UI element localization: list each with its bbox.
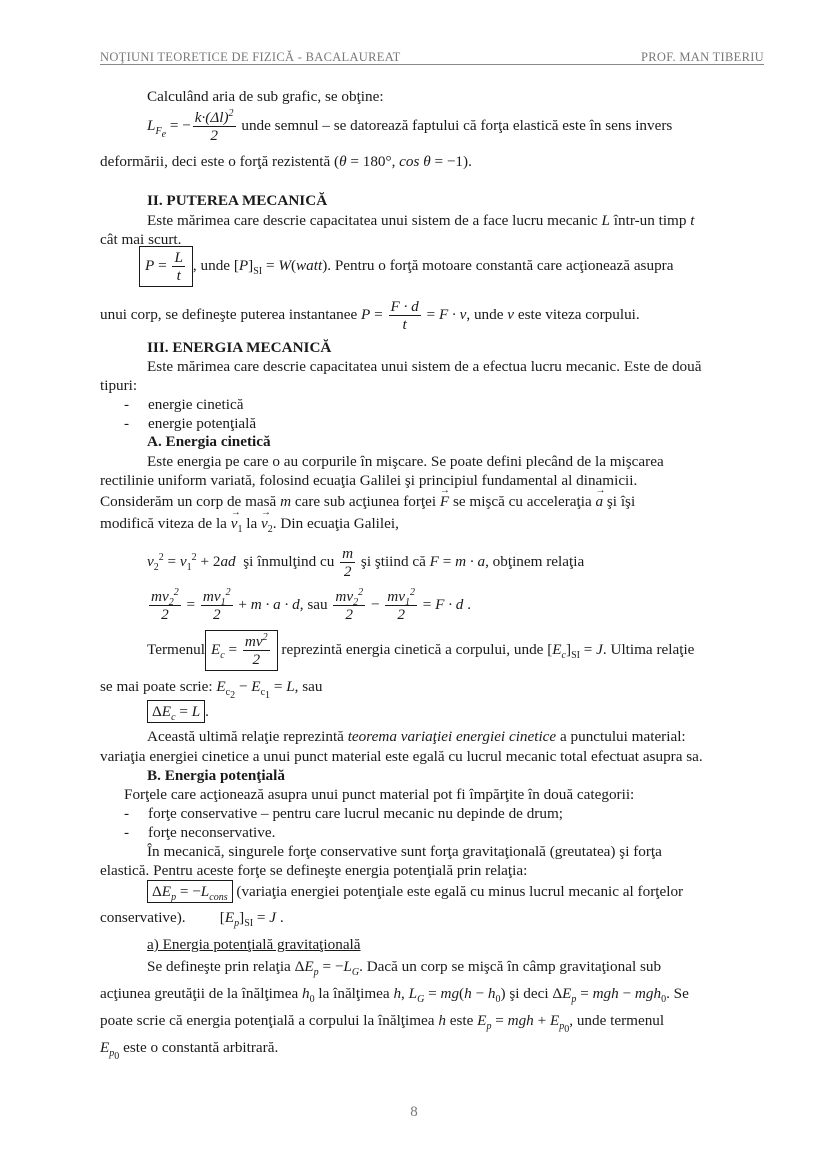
kinetic-line4: modifică viteza de la → $v_1$ la → $v_2$. Din ecuaţia Galilei,: [100, 514, 399, 533]
elastic-work-note: deformării, deci este o forţă rezistentă (θ = 180°, cos θ = −1).: [100, 153, 472, 170]
header-title: NOŢIUNI TEORETICE DE FIZICĂ - BACALAUREAT: [100, 50, 401, 64]
energy-definition-cont: tipuri:: [100, 377, 138, 394]
potential-line7: conservative). $[E_p]_{SI} = J$ .: [100, 909, 284, 930]
power-formula-box: P = $\frac{L}{t}$: [139, 246, 193, 287]
list-item: - forţe conservative – pentru care lucrul mecanic nu depinde de drum;: [124, 805, 563, 822]
gravitational-line2: acţiunea greutăţii de la înălţimea $h_0$ la înălţimea h, $L_G = mg(h - h_0)$ şi deci $\Delta E_p$ = mgh − mgh$_0$. Se: [100, 985, 689, 1006]
power-definition-cont: cât mai scurt.: [100, 231, 182, 248]
energy-definition: Este mărimea care descrie capacitatea unui sistem de a efectua lucru mecanic. Este de două: [147, 358, 702, 375]
gravitational-line4: $E_{p_0}$ este o constantă arbitrară.: [100, 1039, 279, 1063]
potential-definition-box: $\Delta E_p = -L_{cons}$: [147, 880, 233, 903]
kinetic-energy-box: $E_c$ = $\frac{mv^2}{2}$: [205, 630, 278, 671]
gravitational-line3: poate scrie că energia potenţială a corpului la înălţimea h este $E_p$ = mgh + $E_{p_0}$, unde termenul: [100, 1012, 665, 1036]
potential-line1: Forţele care acţionează asupra unui punct material pot fi împărţite în două categorii:: [124, 786, 635, 803]
kinetic-theorem-box: $\Delta E_c = L$ .: [147, 700, 209, 723]
page-number: 8: [410, 1104, 418, 1120]
power-formula-line: P = $\frac{L}{t}$ , unde $[P]_{SI}$ = W(watt). Pentru o forţă motoare constantă care acţionează asupra: [139, 246, 673, 287]
kinetic-relation-alt: se mai poate scrie: $E_{c_2} - E_{c_1} = L$, sau: [100, 678, 323, 702]
potential-line4: În mecanică, singurele forţe conservative sunt forţa gravitaţională (greutatea) şi forţa: [147, 843, 662, 860]
kinetic-energy-definition: Termenul $E_c$ = $\frac{mv^2}{2}$ reprezintă energia cinetică a corpului, unde $[E_c]_{SI} = J$. Ultima relaţie: [147, 630, 694, 671]
list-item: - forţe neconservative.: [124, 824, 276, 841]
potential-definition: $\Delta E_p = -L_{cons}$ (variaţia energiei potenţiale este egală cu minus lucrul mecanic al forţelor: [147, 880, 683, 903]
power-definition: Este mărimea care descrie capacitatea unui sistem de a face lucru mecanic L într-un timp t: [147, 212, 695, 229]
gravitational-title: a) Energia potenţială gravitaţională: [147, 936, 361, 953]
elastic-work-formula: $L_{F_e}$ = − $\frac{k\cdot(\Delta l)^2}{2}$ unde semnul – se datorează faptului că forţa elastică este în sens invers: [147, 107, 673, 144]
kinetic-theorem-line2: variaţia energiei cinetice a unui punct material este egală cu lucrul mecanic total efectuat asupra sa.: [100, 748, 703, 765]
kinetic-line2: rectilinie uniform variată, folosind ecuaţia Galilei şi principiul fundamental al dinamicii.: [100, 472, 638, 489]
kinetic-theorem-line1: Această ultimă relaţie reprezintă teorema variaţiei energiei cinetice a punctului material:: [147, 728, 686, 745]
section-title-power: II. PUTEREA MECANICĂ: [147, 192, 328, 209]
list-item: - energie potenţială: [124, 415, 257, 432]
kinetic-line3: Considerăm un corp de masă m care sub acţiunea forţei → F se mişcă cu acceleraţia → a şi îşi: [100, 492, 635, 511]
galilei-equation: $v_2^2 = v_1^2 + 2ad$ şi înmulţind cu $\frac{m}{2}$ şi ştiind că F = m · a, obţinem relaţia: [147, 545, 585, 580]
subsection-title-potential: B. Energia potenţială: [147, 767, 285, 784]
section-title-energy: III. ENERGIA MECANICĂ: [147, 339, 332, 356]
page-header: [100, 46, 764, 65]
list-item: - energie cinetică: [124, 396, 244, 413]
potential-line5: elastică. Pentru aceste forţe se defineşte energia potenţială prin relaţia:: [100, 862, 528, 879]
gravitational-line1: Se defineşte prin relaţia $\Delta E_p = -L_G$. Dacă un corp se mişcă în câmp gravitaţional sub: [147, 958, 662, 979]
instant-power-line: unui corp, se defineşte puterea instantanee P = $\frac{F \cdot d}{t}$ = F · v, unde v este viteza corpului.: [100, 298, 640, 333]
kinetic-line1: Este energia pe care o au corpurile în mişcare. Se poate defini plecând de la mişcarea: [147, 453, 664, 470]
intro-line: Calculând aria de sub grafic, se obţine:: [147, 88, 384, 105]
kinetic-relation: $\frac{mv_2^2}{2}$ = $\frac{mv_1^2}{2}$ + m · a · d, sau $\frac{mv_2^2}{2}$ − $\frac{mv_1^2}{2}$ = F · d .: [151, 586, 471, 623]
subsection-title-kinetic: A. Energia cinetică: [147, 433, 271, 450]
header-author: PROF. MAN TIBERIU: [641, 50, 764, 64]
